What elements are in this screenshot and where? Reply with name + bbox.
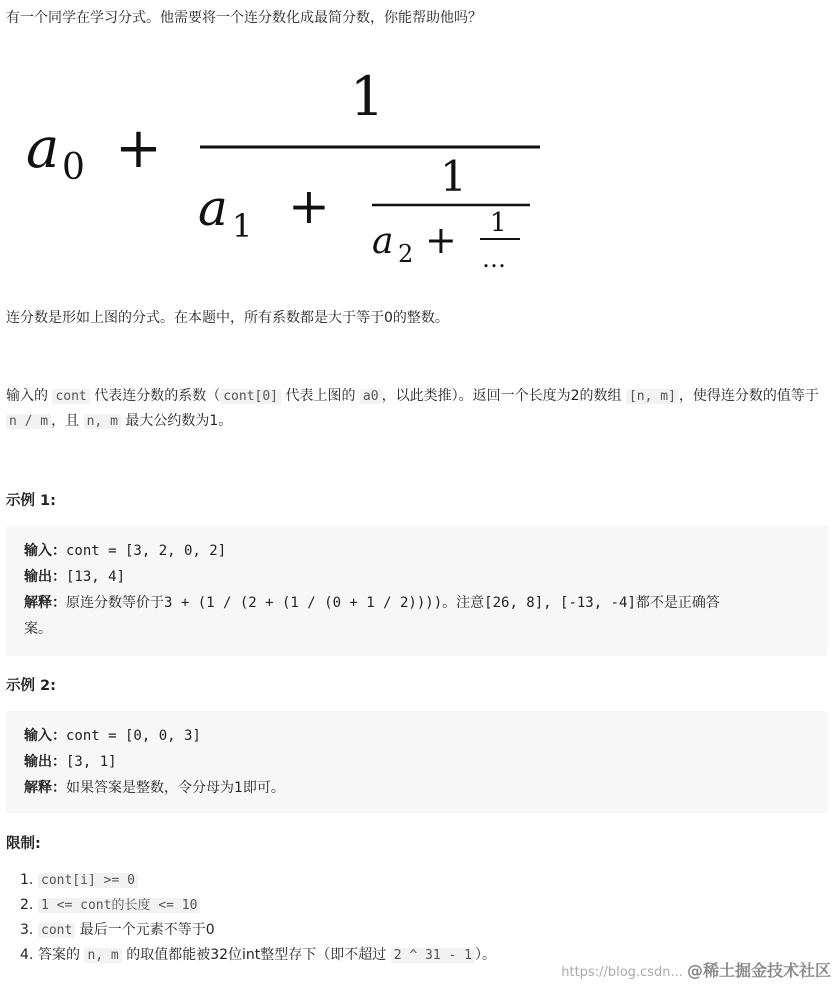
code-nm-array: [n, m] <box>626 389 679 404</box>
formula-a0: a <box>26 116 60 181</box>
example-1-block: 输入：cont = [3, 2, 0, 2] 输出：[13, 4] 解释：原连分数等价于3 + (1 / (2 + (1 / (0 + 1 / 2))))。注意[26, 8], [-13, -4]都不是正确答 案。 <box>6 526 828 656</box>
formula-dots: … <box>482 245 506 273</box>
formula-a1-sub: 1 <box>232 207 253 245</box>
description-1: 连分数是形如上图的分式。在本题中，所有系数都是大于等于0的整数。 <box>6 310 449 326</box>
formula-plus-3: + <box>425 218 457 262</box>
description-2: 输入的 cont 代表连分数的系数（ cont[0] 代表上图的 a0 ，以此类推）。返回一个长度为2的数组 [n, m] ，使得连分数的值等于 n / m ，且 n, m 最大公约数为1。 <box>6 388 819 429</box>
limit-item: 4. 答案的 n, m 的取值都能被32位int整型存下（即不超过 2 ^ 31 - 1 ）。 <box>20 947 497 963</box>
formula-plus-2: + <box>288 177 330 235</box>
limit-item: 1. cont[i] >= 0 <box>38 868 496 893</box>
example-1-input: cont = [3, 2, 0, 2] <box>66 543 227 559</box>
formula-plus-1: + <box>115 116 162 181</box>
example-1-explain: 解释：原连分数等价于3 + (1 / (2 + (1 / (0 + 1 / 2))))。注意[26, 8], [-13, -4]都不是正确答 <box>24 595 720 611</box>
limit-item: 2. 1 <= cont的长度 <= 10 <box>38 893 496 918</box>
formula-a2: a <box>372 221 394 262</box>
example-2-output: [3, 1] <box>66 754 117 770</box>
example-1-output: [13, 4] <box>66 569 126 585</box>
example-2-title: 示例 2: <box>6 678 56 694</box>
code-cont: cont <box>52 389 89 404</box>
limits-title: 限制: <box>6 836 41 852</box>
example-1-title: 示例 1: <box>6 493 56 509</box>
formula-one-3: 1 <box>490 208 507 238</box>
code-a0: a0 <box>360 389 382 404</box>
example-2-explain: 如果答案是整数，令分母为1即可。 <box>66 780 285 796</box>
example-2-block: 输入：cont = [0, 0, 3] 输出：[3, 1] 解释：如果答案是整数，令分母为1即可。 <box>6 711 828 813</box>
limits-list <box>20 868 497 968</box>
formula-one-1: 1 <box>350 65 385 128</box>
limit-item: 3. cont 最后一个元素不等于0 <box>20 922 215 938</box>
intro-text: 有一个同学在学习分式。他需要将一个连分数化成最简分数，你能帮助他吗？ <box>6 10 482 26</box>
example-2-input: cont = [0, 0, 3] <box>66 728 201 744</box>
code-nm: n, m <box>84 414 121 429</box>
formula-a2-sub: 2 <box>398 240 414 268</box>
formula-a1: a <box>198 179 228 237</box>
code-n-over-m: n / m <box>6 414 51 429</box>
formula-a0-sub: 0 <box>62 147 85 188</box>
continued-fraction-formula <box>20 55 560 275</box>
watermark: https://blog.csdn... @稀土掘金技术社区 <box>561 961 831 980</box>
formula-one-2: 1 <box>440 152 467 201</box>
code-cont0: cont[0] <box>220 389 281 404</box>
